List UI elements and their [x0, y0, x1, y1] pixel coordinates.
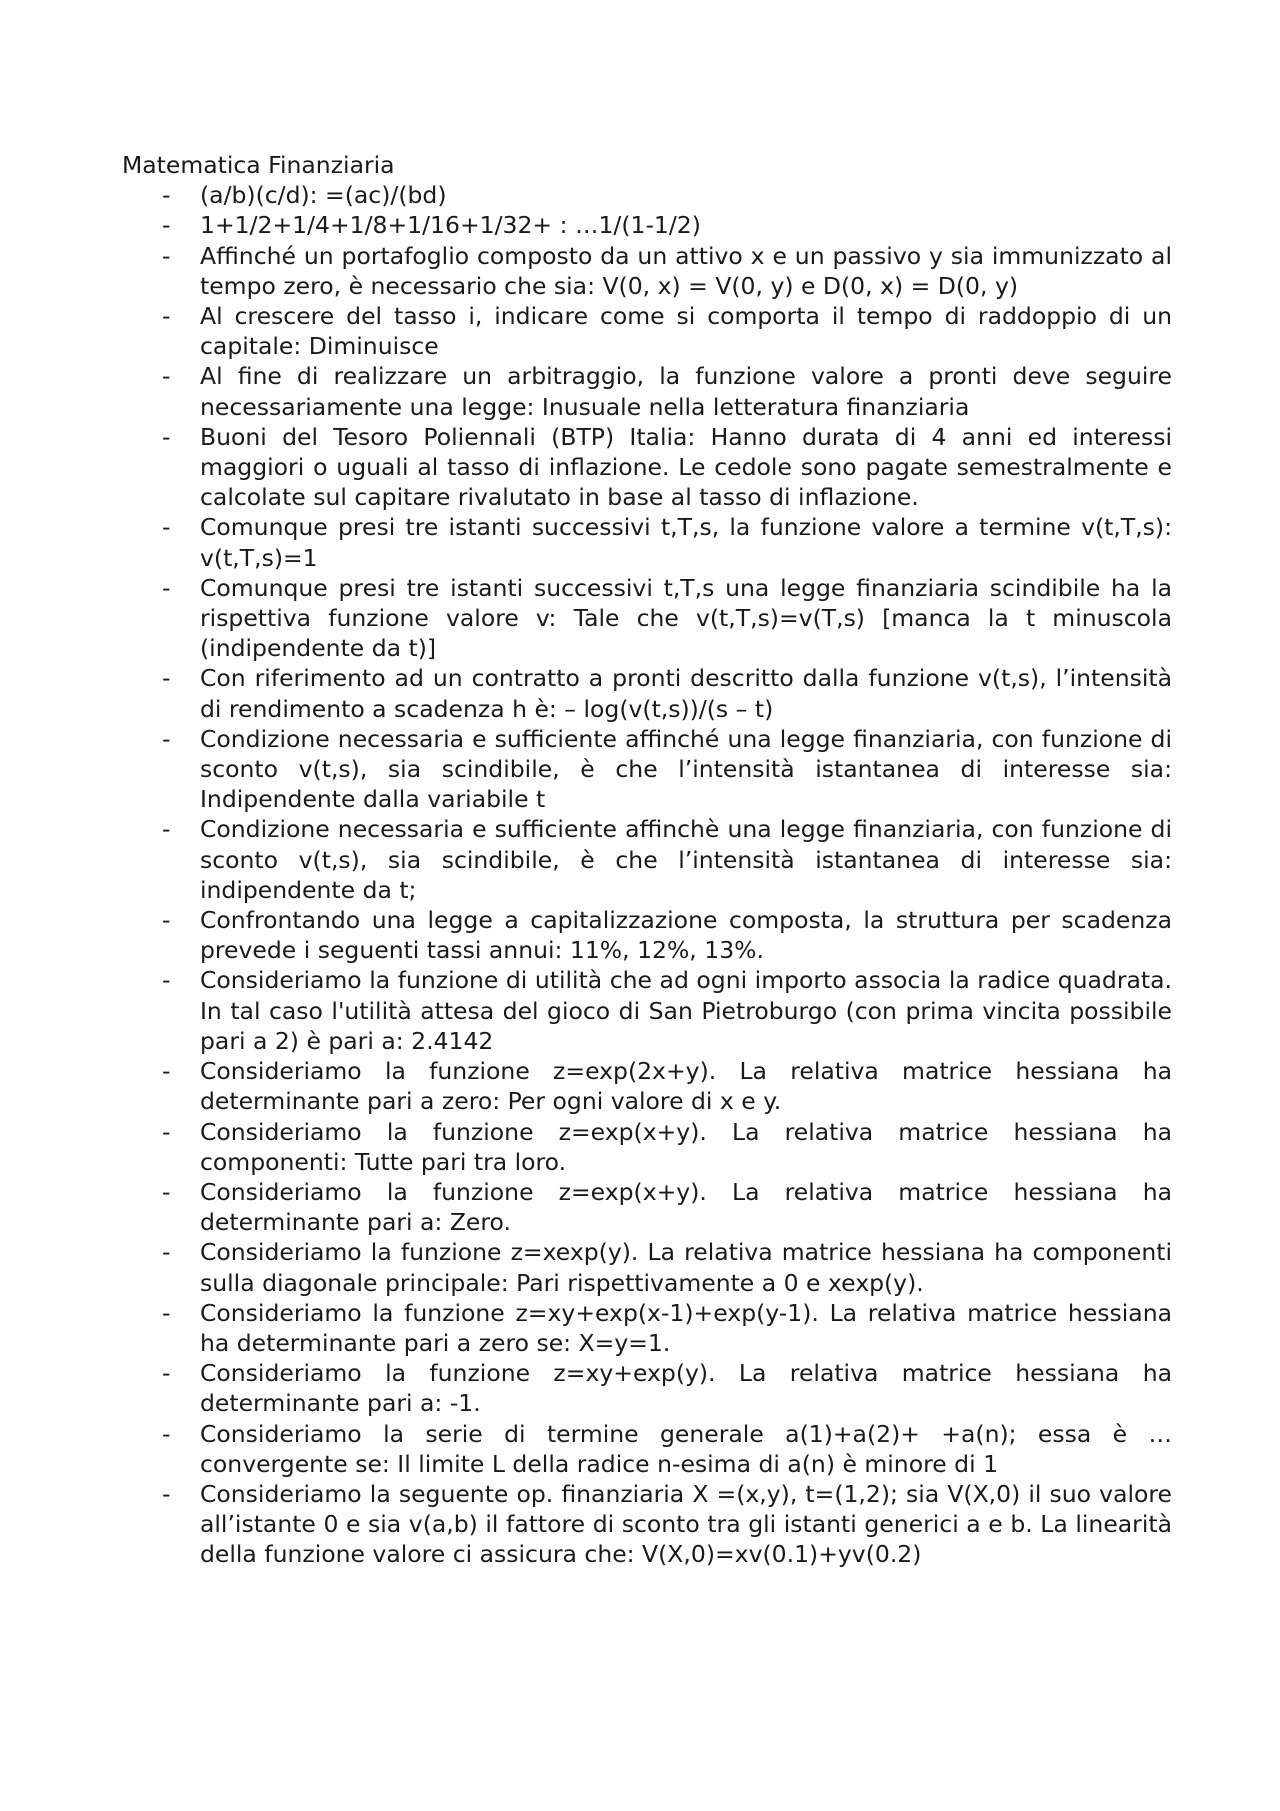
- list-item: [122, 361, 1172, 421]
- bullet-dash: -: [162, 724, 171, 753]
- list-item: [122, 241, 1172, 301]
- list-item: [122, 1056, 1172, 1116]
- list-item-text: Condizione necessaria e sufficiente affinché una legge finanziaria, con funzione di sconto v(t,s), sia scindibile, è che l’intensità istantanea di interesse sia: Indipendente dalla variabile t: [200, 724, 1172, 814]
- bullet-dash: -: [162, 1177, 171, 1206]
- bullet-dash: -: [162, 1298, 171, 1327]
- bullet-dash: -: [162, 362, 171, 391]
- list-item-text: Al crescere del tasso i, indicare come si comporta il tempo di raddoppio di un capitale: Diminuisce: [200, 302, 1172, 361]
- list-item-text: 1+1/2+1/4+1/8+1/16+1/32+ : …1/(1-1/2): [200, 211, 701, 240]
- list-item-text: Comunque presi tre istanti successivi t,T,s una legge finanziaria scindibile ha la rispettiva funzione valore v: Tale che v(t,T,s)=v(T,s) [manca la t minuscola (indipendente da t)]: [200, 573, 1172, 663]
- list-item-text: Consideriamo la funzione z=exp(x+y). La relativa matrice hessiana ha determinante pari a: Zero.: [200, 1177, 1172, 1237]
- list-item-text: Consideriamo la serie di termine generale a(1)+a(2)+ +a(n); essa è … convergente se: Il limite L della radice n-esima di a(n) è minore di 1: [200, 1419, 1172, 1478]
- list-item-text: (a/b)(c/d): =(ac)/(bd): [200, 181, 447, 210]
- list-item-text: Consideriamo la funzione z=xy+exp(x-1)+exp(y-1). La relativa matrice hessiana ha determinante pari a zero se: X=y=1.: [200, 1298, 1172, 1357]
- list-item-text: Al fine di realizzare un arbitraggio, la funzione valore a pronti deve seguire necessariamente una legge: Inusuale nella letteratura finanziaria: [200, 362, 1172, 421]
- list-item: [122, 905, 1172, 965]
- list-item-text: Consideriamo la funzione z=exp(x+y). La relativa matrice hessiana ha componenti: Tutte pari tra loro.: [200, 1117, 1172, 1176]
- list-item-text: Consideriamo la funzione z=xy+exp(y). La relativa matrice hessiana ha determinante pari a: -1.: [200, 1359, 1172, 1418]
- bullet-dash: -: [162, 241, 171, 270]
- list-item-text: Consideriamo la funzione z=exp(2x+y). La relativa matrice hessiana ha determinante pari a zero: Per ogni valore di x e y.: [200, 1057, 1172, 1116]
- bullet-dash: -: [162, 966, 171, 995]
- bullet-dash: -: [162, 422, 171, 451]
- bullet-dash: -: [162, 664, 171, 693]
- document-page: [122, 150, 1172, 1570]
- list-item-text: Confrontando una legge a capitalizzazione composta, la struttura per scadenza prevede i seguenti tassi annui: 11%, 12%, 13%.: [200, 906, 1172, 965]
- bullet-dash: -: [162, 1117, 171, 1146]
- list-item: [122, 724, 1172, 815]
- bullet-dash: -: [162, 1419, 171, 1448]
- list-item: [122, 1298, 1172, 1358]
- list-item: [122, 180, 1172, 210]
- list-item: [122, 573, 1172, 664]
- list-item: [122, 965, 1172, 1056]
- list-item-text: Consideriamo la funzione di utilità che ad ogni importo associa la radice quadrata. In tal caso l'utilità attesa del gioco di San Pietroburgo (con prima vincita possibile pari a 2) è pari a: 2.4142: [200, 966, 1172, 1055]
- bullet-dash: -: [162, 302, 171, 331]
- bullet-dash: -: [162, 906, 171, 935]
- list-item: [122, 512, 1172, 572]
- list-item: [122, 1237, 1172, 1297]
- question-list: [122, 180, 1172, 1569]
- bullet-dash: -: [162, 815, 171, 844]
- bullet-dash: -: [162, 573, 171, 602]
- list-item: [122, 1117, 1172, 1177]
- list-item: [122, 1419, 1172, 1479]
- document-title: Matematica Finanziaria: [122, 151, 395, 179]
- bullet-dash: -: [162, 1238, 171, 1267]
- list-item-text: Comunque presi tre istanti successivi t,T,s, la funzione valore a termine v(t,T,s): v(t,T,s)=1: [200, 513, 1172, 572]
- list-item-text: Con riferimento ad un contratto a pronti descritto dalla funzione v(t,s), l’intensità di rendimento a scadenza h è: – log(v(t,s))/(s – t): [200, 664, 1172, 723]
- bullet-dash: -: [162, 1359, 171, 1388]
- bullet-dash: -: [162, 181, 171, 210]
- list-item: [122, 1479, 1172, 1570]
- list-item-text: Consideriamo la funzione z=xexp(y). La relativa matrice hessiana ha componenti sulla diagonale principale: Pari rispettivamente a 0 e xexp(y).: [200, 1238, 1172, 1297]
- list-item-text: Consideriamo la seguente op. finanziaria X =(x,y), t=(1,2); sia V(X,0) il suo valore all’istante 0 e sia v(a,b) il fattore di sconto tra gli istanti generici a e b. La linearità della funzione valore ci assicura che: V(X,0)=xv(0.1)+yv(0.2): [200, 1479, 1172, 1569]
- bullet-dash: -: [162, 1057, 171, 1086]
- bullet-dash: -: [162, 513, 171, 542]
- list-item: [122, 663, 1172, 723]
- bullet-dash: -: [162, 211, 171, 240]
- bullet-dash: -: [162, 1479, 171, 1508]
- list-item: [122, 210, 1172, 240]
- list-item-text: Buoni del Tesoro Poliennali (BTP) Italia: Hanno durata di 4 anni ed interessi maggiori o uguali al tasso di inflazione. Le cedole sono pagate semestralmente e calcolate sul capitare rivalutato in base al tasso di inflazione.: [200, 422, 1172, 512]
- list-item: [122, 814, 1172, 905]
- list-item: [122, 301, 1172, 361]
- list-item: [122, 1177, 1172, 1237]
- list-item: [122, 1358, 1172, 1418]
- list-item: [122, 422, 1172, 513]
- list-item-text: Affinché un portafoglio composto da un attivo x e un passivo y sia immunizzato al tempo zero, è necessario che sia: V(0, x) = V(0, y) e D(0, x) = D(0, y): [200, 241, 1172, 300]
- list-item-text: Condizione necessaria e sufficiente affinchè una legge finanziaria, con funzione di sconto v(t,s), sia scindibile, è che l’intensità istantanea di interesse sia: indipendente da t;: [200, 815, 1172, 904]
